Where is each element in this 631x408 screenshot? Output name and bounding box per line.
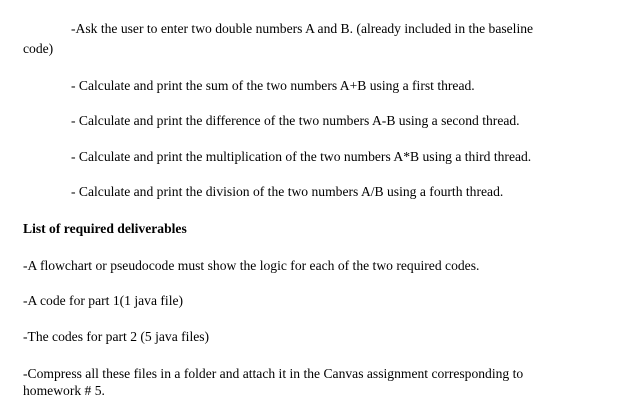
deliverables-heading: List of required deliverables xyxy=(23,221,187,236)
step-sum: - Calculate and print the sum of the two numbers A+B using a first thread. xyxy=(71,78,475,93)
final-instruction-line-2: homework # 5. xyxy=(23,383,105,398)
deliverable-part1-code: -A code for part 1(1 java file) xyxy=(23,293,184,308)
deliverable-flowchart: -A flowchart or pseudocode must show the logic for each of the two required codes. xyxy=(23,258,480,273)
step-division: - Calculate and print the division of the two numbers A/B using a fourth thread. xyxy=(71,184,504,199)
step-multiplication: - Calculate and print the multiplication of the two numbers A*B using a third thread. xyxy=(71,149,532,164)
final-instruction-line-1: -Compress all these files in a folder and attach it in the Canvas assignment corresponding to xyxy=(23,366,524,381)
deliverable-part2-codes: -The codes for part 2 (5 java files) xyxy=(23,329,210,344)
intro-text-line-1: -Ask the user to enter two double numbers A and B. (already included in the baseline xyxy=(71,21,534,36)
step-difference: - Calculate and print the difference of the two numbers A-B using a second thread. xyxy=(71,113,520,128)
intro-text-line-2: code) xyxy=(23,41,54,56)
